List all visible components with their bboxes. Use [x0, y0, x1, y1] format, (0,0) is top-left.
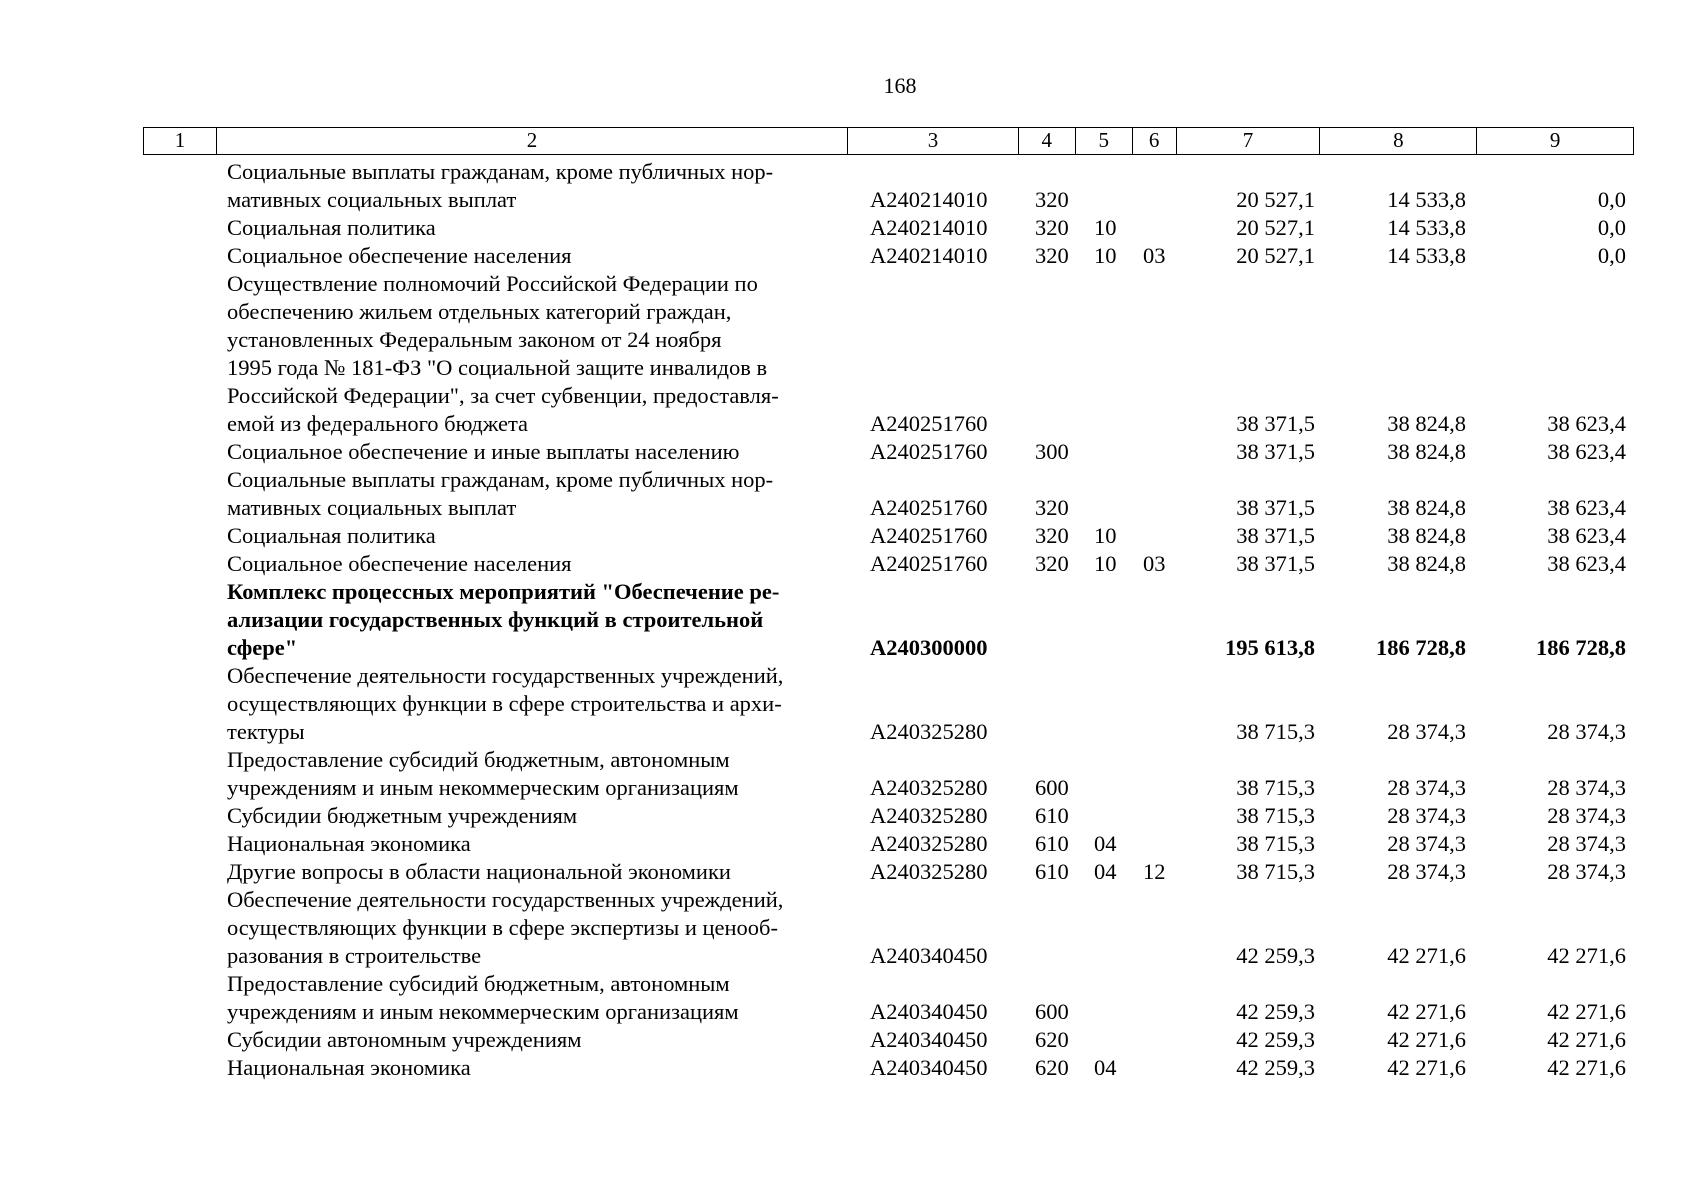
row-col-5: 10	[1094, 243, 1117, 268]
row-col-4: 600	[1035, 999, 1069, 1024]
row-description: Обеспечение деятельности государственных учреждений, осуществляющих функции в сфере экспертизы и ценооб- разования в строительстве	[227, 887, 784, 968]
row-col-9: 42 271,6	[1547, 943, 1626, 968]
row-col-8: 38 824,8	[1387, 411, 1466, 436]
row-col-7: 20 527,1	[1236, 187, 1315, 212]
row-description: Социальное обеспечение населения	[227, 551, 572, 576]
row-col-8: 28 374,3	[1387, 775, 1466, 800]
row-col-8: 38 824,8	[1387, 495, 1466, 520]
row-values	[0, 718, 1697, 746]
table-row	[0, 158, 1697, 214]
row-col-7: 38 715,3	[1236, 719, 1315, 744]
row-values	[0, 1054, 1697, 1082]
row-description: Осуществление полномочий Российской Федерации по обеспечению жильем отдельных категорий граждан, установленных Федеральным законом от 24 ноября 1995 года № 181-ФЗ "О социальной защите инвалидов в Российской Федерации", за счет субвенции, предоставля- емой из федерального бюджета	[227, 271, 779, 436]
row-col-8: 28 374,3	[1387, 831, 1466, 856]
row-values	[0, 858, 1697, 886]
row-values	[0, 550, 1697, 578]
row-col-9: 38 623,4	[1547, 411, 1626, 436]
row-description: Социальное обеспечение населения	[227, 243, 572, 268]
row-values	[0, 774, 1697, 802]
table-row	[0, 970, 1697, 1026]
row-col-9: 42 271,6	[1547, 1055, 1626, 1080]
row-description: Социальные выплаты гражданам, кроме публичных нор- мативных социальных выплат	[227, 467, 774, 520]
row-code: А240340450	[870, 1027, 988, 1052]
table-row	[0, 746, 1697, 802]
row-description: Социальная политика	[227, 523, 436, 548]
row-col-9: 28 374,3	[1547, 775, 1626, 800]
row-col-6: 03	[1143, 243, 1166, 268]
row-code: А240340450	[870, 1055, 988, 1080]
row-col-9: 42 271,6	[1547, 1027, 1626, 1052]
row-col-4: 620	[1035, 1055, 1069, 1080]
row-col-8: 28 374,3	[1387, 859, 1466, 884]
row-code: А240340450	[870, 999, 988, 1024]
row-col-5: 04	[1094, 1055, 1117, 1080]
row-col-8: 28 374,3	[1387, 803, 1466, 828]
table-row	[0, 214, 1697, 242]
row-col-4: 610	[1035, 831, 1069, 856]
row-col-7: 42 259,3	[1236, 943, 1315, 968]
row-col-8: 186 728,8	[1376, 635, 1466, 660]
row-code: А240251760	[870, 495, 988, 520]
row-code: А240340450	[870, 943, 988, 968]
row-values	[0, 522, 1697, 550]
row-values	[0, 438, 1697, 466]
row-col-5: 04	[1094, 859, 1117, 884]
table-row	[0, 578, 1697, 662]
header-col-2: 2	[217, 128, 848, 154]
row-values	[0, 830, 1697, 858]
row-code: А240214010	[870, 243, 988, 268]
row-col-9: 186 728,8	[1536, 635, 1626, 660]
row-col-8: 42 271,6	[1387, 1027, 1466, 1052]
row-code: А240300000	[870, 635, 988, 660]
table-body	[0, 158, 1697, 1082]
table-row	[0, 550, 1697, 578]
row-code: А240251760	[870, 411, 988, 436]
row-col-4: 320	[1035, 243, 1069, 268]
row-col-4: 610	[1035, 803, 1069, 828]
row-col-7: 42 259,3	[1236, 1055, 1315, 1080]
row-col-7: 38 715,3	[1236, 831, 1315, 856]
row-description: Субсидии бюджетным учреждениям	[227, 803, 578, 828]
row-description: Субсидии автономным учреждениям	[227, 1027, 582, 1052]
row-col-7: 38 715,3	[1236, 775, 1315, 800]
row-values	[0, 1026, 1697, 1054]
table-row	[0, 1054, 1697, 1082]
table-row	[0, 522, 1697, 550]
header-col-9: 9	[1549, 128, 1561, 152]
row-col-4: 320	[1035, 523, 1069, 548]
row-col-7: 38 371,5	[1236, 495, 1315, 520]
row-col-6: 03	[1143, 551, 1166, 576]
row-col-4: 320	[1035, 187, 1069, 212]
row-col-4: 610	[1035, 859, 1069, 884]
row-values	[0, 410, 1697, 438]
row-values	[0, 214, 1697, 242]
row-values	[0, 242, 1697, 270]
page-number: 168	[883, 73, 917, 98]
row-col-4: 320	[1035, 551, 1069, 576]
row-col-9: 38 623,4	[1547, 439, 1626, 464]
row-col-7: 20 527,1	[1236, 243, 1315, 268]
row-col-4: 300	[1035, 439, 1069, 464]
row-values	[0, 494, 1697, 522]
row-description: Национальная экономика	[227, 1055, 471, 1080]
row-col-7: 195 613,8	[1225, 635, 1315, 660]
row-col-8: 14 533,8	[1387, 243, 1466, 268]
row-col-4: 620	[1035, 1027, 1069, 1052]
table-row	[0, 830, 1697, 858]
row-code: А240325280	[870, 803, 988, 828]
row-code: А240325280	[870, 831, 988, 856]
row-col-5: 10	[1094, 523, 1117, 548]
row-col-7: 38 715,3	[1236, 803, 1315, 828]
header-col-4: 4	[1019, 128, 1076, 154]
row-col-8: 14 533,8	[1387, 187, 1466, 212]
row-col-8: 42 271,6	[1387, 999, 1466, 1024]
row-code: А240251760	[870, 523, 988, 548]
row-col-8: 14 533,8	[1387, 215, 1466, 240]
row-description: Комплекс процессных мероприятий "Обеспечение ре- ализации государственных функций в строительной сфере"	[227, 579, 780, 660]
row-code: А240251760	[870, 439, 988, 464]
row-col-9: 28 374,3	[1547, 803, 1626, 828]
table-row	[0, 858, 1697, 886]
row-values	[0, 634, 1697, 662]
table-row	[0, 662, 1697, 746]
row-description: Обеспечение деятельности государственных учреждений, осуществляющих функции в сфере строительства и архи- тектуры	[227, 663, 784, 744]
table-row	[0, 242, 1697, 270]
row-description: Социальные выплаты гражданам, кроме публичных нор- мативных социальных выплат	[227, 159, 774, 212]
row-description: Другие вопросы в области национальной экономики	[227, 859, 731, 884]
row-col-7: 38 371,5	[1236, 551, 1315, 576]
row-code: А240251760	[870, 551, 988, 576]
row-col-9: 38 623,4	[1547, 523, 1626, 548]
row-col-8: 42 271,6	[1387, 1055, 1466, 1080]
table-row	[0, 886, 1697, 970]
header-col-7: 7	[1177, 128, 1321, 154]
table-row	[0, 1026, 1697, 1054]
row-values	[0, 998, 1697, 1026]
row-col-5: 10	[1094, 551, 1117, 576]
row-code: А240325280	[870, 719, 988, 744]
row-col-9: 28 374,3	[1547, 831, 1626, 856]
row-col-9: 38 623,4	[1547, 495, 1626, 520]
row-description: Предоставление субсидий бюджетным, автономным учреждениям и иным некоммерческим организациям	[227, 747, 739, 800]
row-col-9: 0,0	[1597, 187, 1626, 212]
table-row	[0, 802, 1697, 830]
row-code: А240325280	[870, 859, 988, 884]
row-values	[0, 942, 1697, 970]
header-col-3: 3	[848, 128, 1019, 154]
row-col-8: 38 824,8	[1387, 551, 1466, 576]
row-description: Национальная экономика	[227, 831, 471, 856]
row-col-4: 320	[1035, 495, 1069, 520]
row-col-9: 0,0	[1597, 243, 1626, 268]
row-col-7: 42 259,3	[1236, 999, 1315, 1024]
table-row	[0, 466, 1697, 522]
row-col-7: 38 715,3	[1236, 859, 1315, 884]
row-col-9: 42 271,6	[1547, 999, 1626, 1024]
table-row	[0, 438, 1697, 466]
header-col-5: 5	[1076, 128, 1133, 154]
row-description: Социальная политика	[227, 215, 436, 240]
header-col-6: 6	[1133, 128, 1177, 154]
row-code: А240214010	[870, 187, 988, 212]
row-values	[0, 186, 1697, 214]
table-row	[0, 270, 1697, 438]
row-description: Социальное обеспечение и иные выплаты населению	[227, 439, 740, 464]
row-col-4: 600	[1035, 775, 1069, 800]
row-col-4: 320	[1035, 215, 1069, 240]
row-code: А240325280	[870, 775, 988, 800]
row-col-6: 12	[1143, 859, 1166, 884]
row-col-8: 28 374,3	[1387, 719, 1466, 744]
row-col-5: 04	[1094, 831, 1117, 856]
header-col-1: 1	[144, 128, 217, 154]
row-col-8: 38 824,8	[1387, 439, 1466, 464]
row-col-7: 38 371,5	[1236, 439, 1315, 464]
row-col-9: 28 374,3	[1547, 719, 1626, 744]
row-col-9: 28 374,3	[1547, 859, 1626, 884]
table-header	[143, 127, 1634, 155]
row-col-9: 38 623,4	[1547, 551, 1626, 576]
row-col-7: 38 371,5	[1236, 523, 1315, 548]
row-code: А240214010	[870, 215, 988, 240]
row-col-5: 10	[1094, 215, 1117, 240]
header-col-8: 8	[1320, 128, 1477, 154]
row-col-7: 38 371,5	[1236, 411, 1315, 436]
row-description: Предоставление субсидий бюджетным, автономным учреждениям и иным некоммерческим организациям	[227, 971, 739, 1024]
row-col-8: 38 824,8	[1387, 523, 1466, 548]
row-col-7: 20 527,1	[1236, 215, 1315, 240]
row-col-7: 42 259,3	[1236, 1027, 1315, 1052]
row-values	[0, 802, 1697, 830]
row-col-9: 0,0	[1597, 215, 1626, 240]
row-col-8: 42 271,6	[1387, 943, 1466, 968]
